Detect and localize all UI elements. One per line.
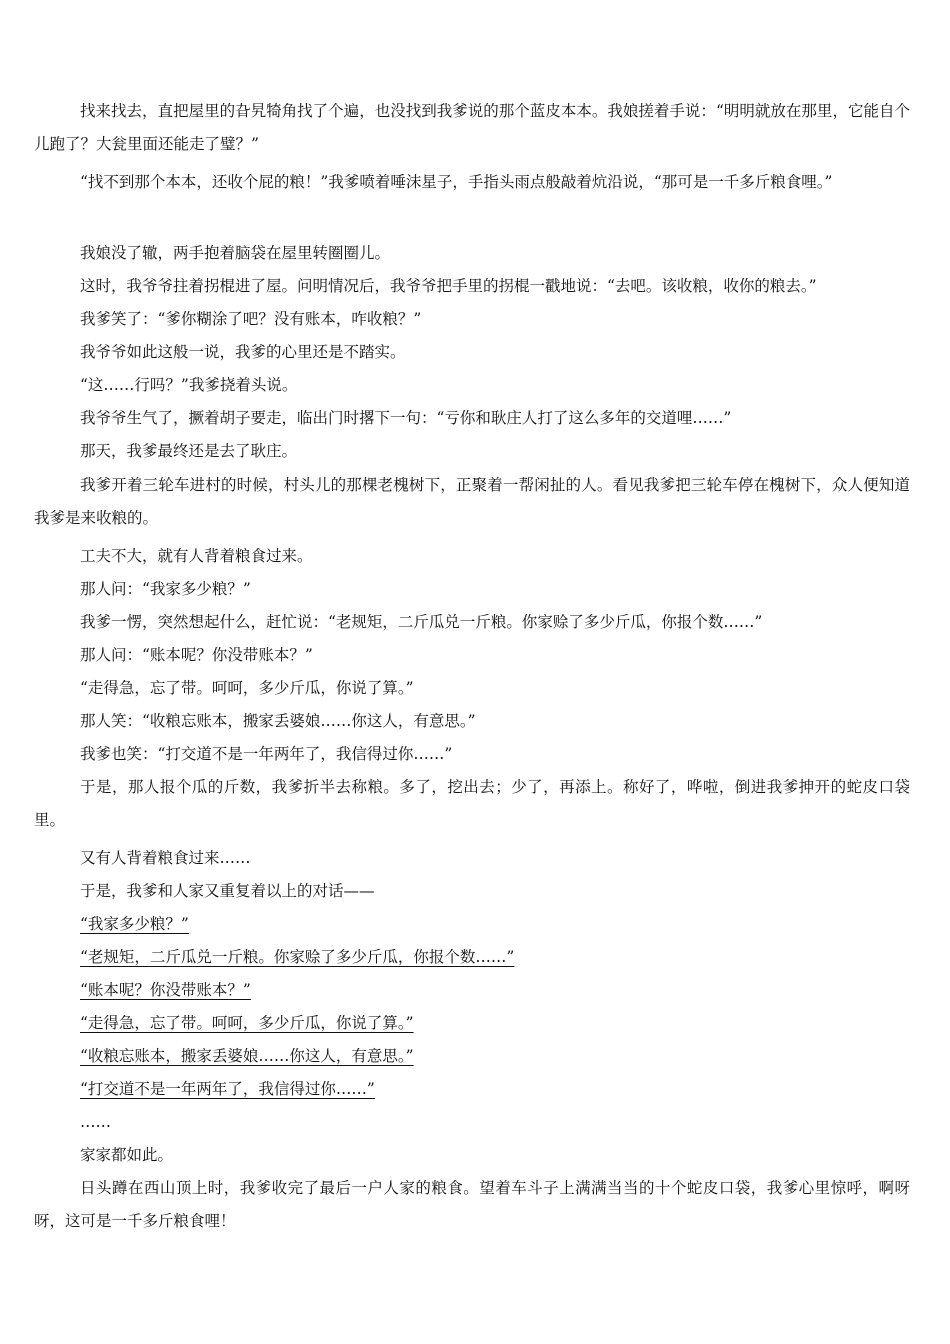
paragraph-grandpa-enters: 这时，我爷爷拄着拐棍进了屋。问明情况后，我爷爷把手里的拐棍一戳地说：“去吧。该收粮，收你的粮去。” <box>80 277 817 295</box>
paragraph-mother-worried: 我娘没了辙，两手抱着脑袋在屋里转圈圈儿。 <box>80 244 391 262</box>
paragraph-grandpa-angry: 我爷爷生气了，撅着胡子要走，临出门时撂下一句：“亏你和耿庄人打了这么多年的交道哩……” <box>80 409 732 427</box>
paragraph-ellipsis: …… <box>80 1113 111 1131</box>
underlined-line-5: “收粮忘账本，搬家丢婆娘……你这人，有意思。” <box>80 1047 414 1065</box>
paragraph-another-person: 又有人背着粮食过来…… <box>80 849 251 867</box>
paragraph-weighing: 于是，那人报个瓜的斤数，我爹折半去称粮。多了，挖出去；少了，再添上。称好了，哗啦，倒进我爹抻开的蛇皮口袋里。 <box>34 778 910 829</box>
paragraph-went-to-village: 那天，我爹最终还是去了耿庄。 <box>80 442 298 460</box>
underlined-line-1: “我家多少粮？” <box>80 915 189 933</box>
paragraph-sunset: 日头蹲在西山顶上时，我爹收完了最后一户人家的粮食。望着车斗子上满满当当的十个蛇皮口袋，我爹心里惊呼，啊呀呀，这可是一千多斤粮食哩！ <box>34 1179 910 1230</box>
paragraph-doubt: “这……行吗？”我爹挠着头说。 <box>80 376 298 394</box>
paragraph-dialogue-2: 我爹一愣，突然想起什么，赶忙说：“老规矩，二斤瓜兑一斤粮。你家赊了多少斤瓜，你报个数……” <box>80 613 763 631</box>
paragraph-every-family: 家家都如此。 <box>80 1146 174 1164</box>
underlined-line-2: “老规矩，二斤瓜兑一斤粮。你家赊了多少斤瓜，你报个数……” <box>80 948 515 966</box>
paragraph-dialogue-5: 那人笑：“收粮忘账本，搬家丢婆娘……你这人，有意思。” <box>80 712 476 730</box>
paragraph-dialogue-4: “走得急，忘了带。呵呵，多少斤瓜，你说了算。” <box>80 679 414 697</box>
paragraph-dialogue-3: 那人问：“账本呢？你没带账本？” <box>80 646 313 664</box>
paragraph-father-complains: “找不到那个本本，还收个屁的粮！”我爹喷着唾沫星子，手指头雨点般敲着炕沿说，“那可是一千多斤粮食哩。” <box>80 173 833 191</box>
paragraph-dialogue-1: 那人问：“我家多少粮？” <box>80 580 251 598</box>
underlined-line-6: “打交道不是一年两年了，我信得过你……” <box>80 1080 375 1098</box>
underlined-line-4: “走得急，忘了带。呵呵，多少斤瓜，你说了算。” <box>80 1014 414 1032</box>
underlined-line-3: “账本呢？你没带账本？” <box>80 981 251 999</box>
paragraph-father-laughs: 我爹笑了：“爹你糊涂了吧？没有账本，咋收粮？” <box>80 310 422 328</box>
paragraph-first-person: 工夫不大，就有人背着粮食过来。 <box>80 547 313 565</box>
paragraph-uneasy: 我爷爷如此这般一说，我爹的心里还是不踏实。 <box>80 343 406 361</box>
paragraph-search-book: 找来找去，直把屋里的旮旯犄角找了个遍，也没找到我爹说的那个蓝皮本本。我娘搓着手说：“明明就放在那里，它能自个儿跑了？大瓮里面还能走了璧？” <box>34 102 910 153</box>
paragraph-dialogue-6: 我爹也笑：“打交道不是一年两年了，我信得过你……” <box>80 745 453 763</box>
paragraph-repeat-dialogue: 于是，我爹和人家又重复着以上的对话—— <box>80 882 375 900</box>
paragraph-arrive-village: 我爹开着三轮车进村的时候，村头儿的那棵老槐树下，正聚着一帮闲扯的人。看见我爹把三轮车停在槐树下，众人便知道我爹是来收粮的。 <box>34 476 910 527</box>
